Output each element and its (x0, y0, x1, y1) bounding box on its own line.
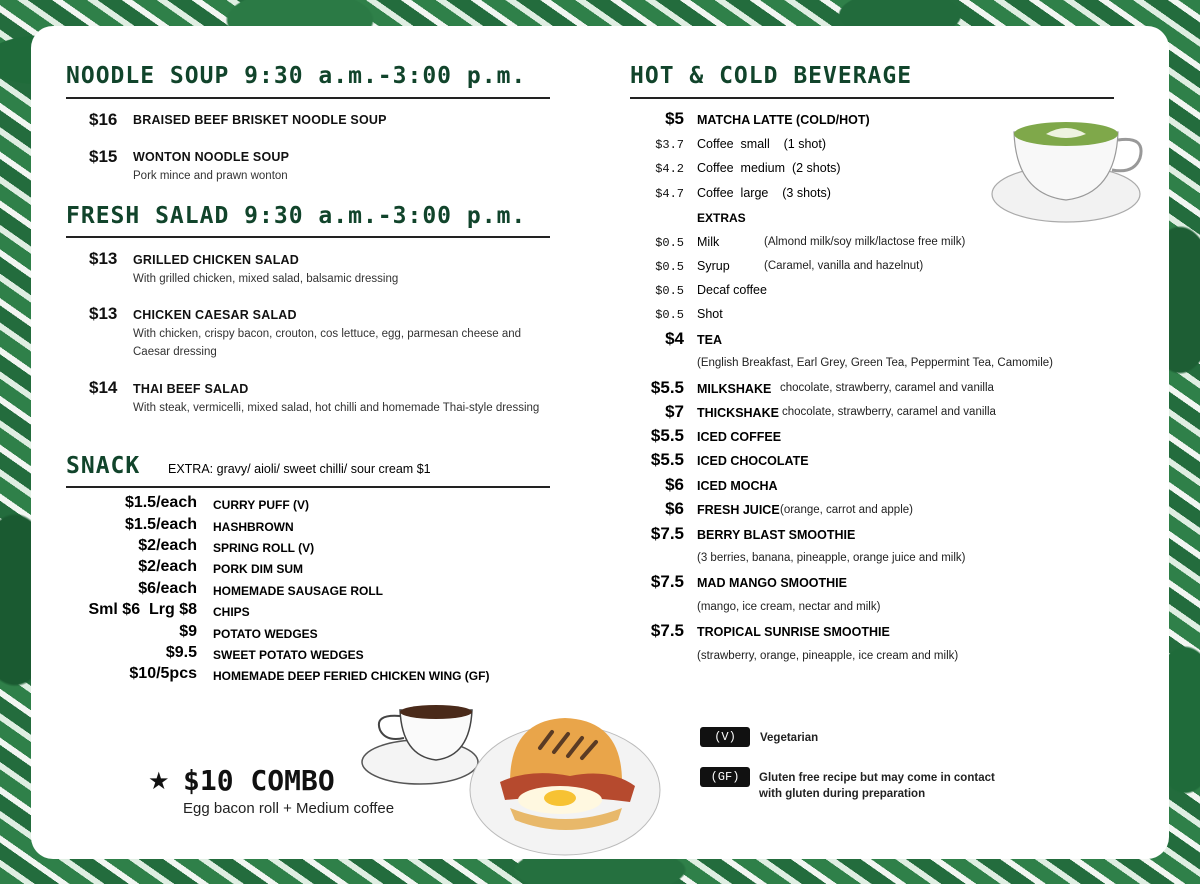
bun-top (510, 718, 622, 782)
bev-name: MILKSHAKE (697, 382, 772, 396)
bev-name: Syrup (697, 259, 730, 273)
vegetarian-text: Vegetarian (760, 732, 819, 744)
snack-price: $6/each (138, 580, 197, 597)
bev-name: Coffee small (1 shot) (697, 137, 826, 151)
snack-price: $2/each (138, 558, 197, 575)
noodle-section-title: NOODLE SOUP 9:30 a.m.-3:00 p.m. (66, 63, 527, 89)
bev-note: (3 berries, banana, pineapple, orange juice and milk) (697, 552, 966, 564)
bev-name: FRESH JUICE (697, 503, 780, 517)
bev-price: $0.5 (655, 260, 684, 274)
matcha-cup-illustration (990, 112, 1148, 228)
snack-divider (66, 486, 550, 488)
bev-note: (English Breakfast, Earl Grey, Green Tea, Peppermint Tea, Camomile) (697, 357, 1054, 369)
bev-price: $5.5 (650, 450, 684, 469)
bev-price: $7.5 (650, 621, 684, 640)
noodle-divider (66, 97, 550, 99)
menu-item-desc: With grilled chicken, mixed salad, balsamic dressing (133, 273, 399, 285)
gluten-free-text-line2: with gluten during preparation (759, 788, 926, 800)
menu-item-name: GRILLED CHICKEN SALAD (133, 253, 300, 267)
menu-item-desc: Pork mince and prawn wonton (133, 170, 288, 182)
salad-divider (66, 236, 550, 238)
menu-item-price: $13 (89, 249, 118, 268)
extras-label: EXTRAS (697, 211, 746, 225)
bev-price: $0.5 (655, 308, 684, 322)
menu-item-price: $16 (89, 110, 118, 129)
bev-name: Milk (697, 235, 720, 249)
bev-price: $4 (665, 329, 684, 348)
bev-name: Coffee medium (2 shots) (697, 161, 841, 175)
menu-item-name: BRAISED BEEF BRISKET NOODLE SOUP (133, 113, 387, 127)
egg-yolk (544, 790, 576, 806)
salad-section-title: FRESH SALAD 9:30 a.m.-3:00 p.m. (66, 203, 527, 229)
bev-price: $3.7 (655, 138, 684, 152)
menu-item-price: $15 (89, 147, 118, 166)
snack-name: HASHBROWN (213, 520, 294, 534)
snack-section-title: SNACK (66, 453, 141, 479)
combo-title: $10 COMBO (183, 764, 335, 797)
bev-name: ICED COFFEE (697, 430, 782, 444)
star-icon: ★ (148, 767, 170, 795)
menu-item-name: WONTON NOODLE SOUP (133, 150, 290, 164)
bev-note: (Caramel, vanilla and hazelnut) (764, 260, 924, 272)
bev-price: $6 (665, 475, 684, 494)
snack-extra-note: EXTRA: gravy/ aioli/ sweet chilli/ sour cream $1 (168, 462, 431, 476)
snack-price: Sml $6 Lrg $8 (88, 601, 197, 618)
bev-price: $7.5 (650, 572, 684, 591)
menu-item-name: THAI BEEF SALAD (133, 382, 249, 396)
bev-name: TROPICAL SUNRISE SMOOTHIE (697, 625, 890, 639)
bev-name: MATCHA LATTE (COLD/HOT) (697, 113, 870, 127)
combo-desc: Egg bacon roll + Medium coffee (183, 800, 395, 817)
snack-name: HOMEMADE SAUSAGE ROLL (213, 584, 384, 598)
bev-price: $4.7 (655, 187, 684, 201)
snack-price: $2/each (138, 537, 197, 554)
snack-name: POTATO WEDGES (213, 627, 318, 641)
beverage-divider (630, 97, 1114, 99)
bev-name: Shot (697, 307, 723, 321)
bev-price: $6 (665, 499, 684, 518)
snack-name: SWEET POTATO WEDGES (213, 648, 364, 662)
bev-name: Coffee large (3 shots) (697, 186, 831, 200)
bev-name: MAD MANGO SMOOTHIE (697, 576, 847, 590)
vegetarian-tag: (V) (700, 727, 750, 747)
menu-item-desc: With steak, vermicelli, mixed salad, hot chilli and homemade Thai-style dressing (133, 402, 540, 414)
snack-name: SPRING ROLL (V) (213, 541, 315, 555)
snack-price: $9.5 (165, 644, 197, 661)
bev-name: TEA (697, 333, 722, 347)
bev-price: $5.5 (650, 378, 684, 397)
bev-price: $0.5 (655, 236, 684, 250)
bev-note: (orange, carrot and apple) (780, 504, 913, 516)
bev-note: chocolate, strawberry, caramel and vanilla (782, 406, 996, 418)
bev-price: $7.5 (650, 524, 684, 543)
snack-name: PORK DIM SUM (213, 562, 303, 576)
snack-price: $9 (179, 623, 197, 640)
bev-note: (Almond milk/soy milk/lactose free milk) (764, 236, 966, 248)
beverage-section-title: HOT & COLD BEVERAGE (630, 63, 913, 89)
bev-price: $7 (665, 402, 684, 421)
bev-note: (strawberry, orange, pineapple, ice cream and milk) (697, 650, 959, 662)
bev-price: $5.5 (650, 426, 684, 445)
menu-item-price: $14 (89, 378, 118, 397)
menu-item-desc: With chicken, crispy bacon, crouton, cos lettuce, egg, parmesan cheese and Caesar dressing (133, 328, 522, 358)
bev-name: THICKSHAKE (697, 406, 779, 420)
combo-illustration (360, 690, 670, 860)
menu-item-price: $13 (89, 304, 118, 323)
bev-note: (mango, ice cream, nectar and milk) (697, 601, 881, 613)
snack-price: $1.5/each (124, 516, 197, 533)
bev-name: ICED MOCHA (697, 479, 778, 493)
snack-price: $1.5/each (124, 494, 197, 511)
bev-price: $0.5 (655, 284, 684, 298)
bev-note: chocolate, strawberry, caramel and vanilla (780, 382, 994, 394)
bev-name: BERRY BLAST SMOOTHIE (697, 528, 856, 542)
bev-name: ICED CHOCOLATE (697, 454, 809, 468)
menu-item-name: CHICKEN CAESAR SALAD (133, 308, 297, 322)
snack-name: CURRY PUFF (V) (213, 498, 309, 512)
snack-name: HOMEMADE DEEP FERIED CHICKEN WING (GF) (213, 669, 490, 683)
gluten-free-text-line1: Gluten free recipe but may come in contact (759, 772, 995, 784)
gluten-free-tag: (GF) (700, 767, 750, 787)
bev-price: $5 (665, 109, 684, 128)
snack-price: $10/5pcs (129, 665, 197, 682)
coffee-surface (400, 705, 472, 719)
bev-price: $4.2 (655, 162, 684, 176)
snack-name: CHIPS (213, 605, 250, 619)
bev-name: Decaf coffee (697, 283, 767, 297)
